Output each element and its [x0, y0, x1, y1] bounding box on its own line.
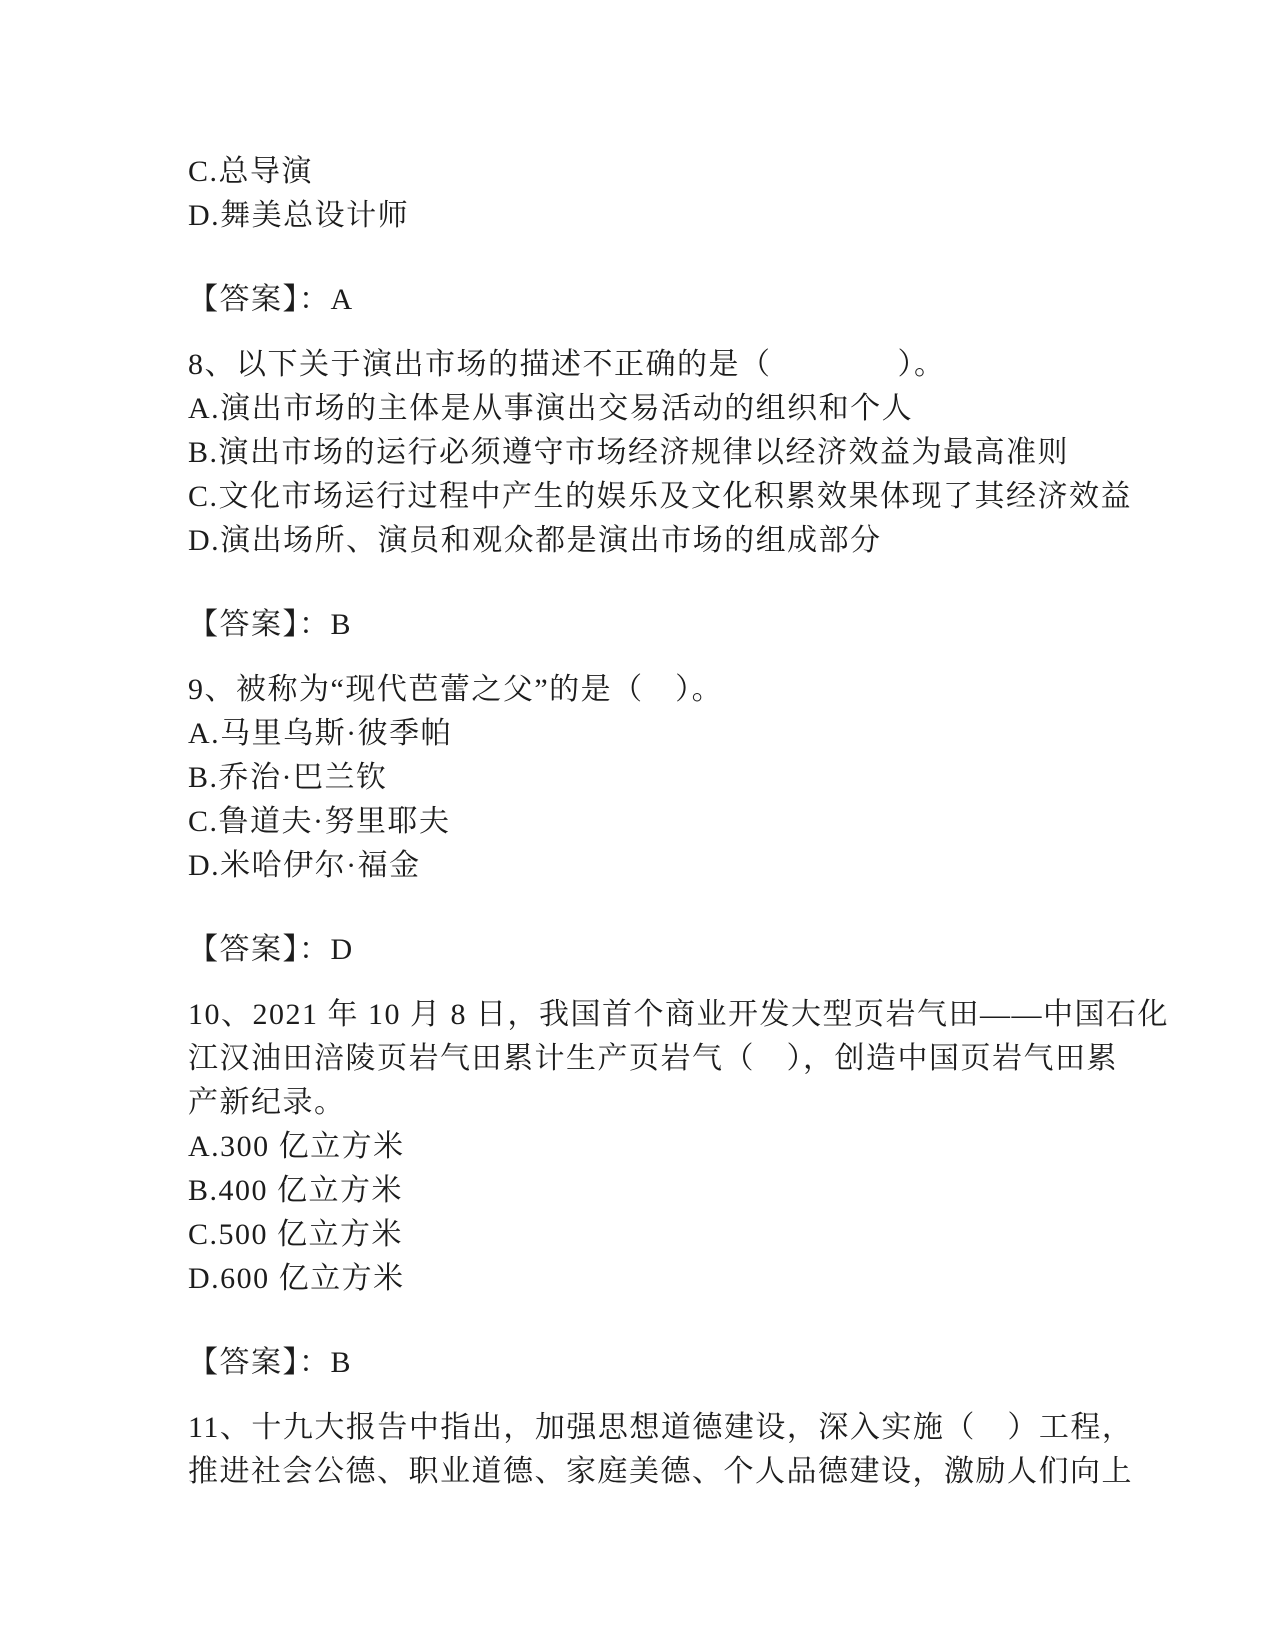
q10-option-a: A.300 亿立方米 [188, 1130, 405, 1163]
q11-stem-line2: 推进社会公德、职业道德、家庭美德、个人品德建设，激励人们向上 [188, 1455, 1133, 1488]
q8-option-b: B.演出市场的运行必须遵守市场经济规律以经济效益为最高准则 [188, 436, 1070, 469]
q8-option-d: D.演出场所、演员和观众都是演出市场的组成部分 [188, 524, 882, 557]
answer-prefix: 【答案】： [188, 283, 331, 316]
answer-value: A [330, 283, 354, 316]
q10-stem-line3: 产新纪录。 [188, 1086, 346, 1119]
q7-answer-line [188, 278, 1215, 322]
q9-option-a: A.马里乌斯·彼季帕 [188, 717, 453, 750]
q8-stem: 8、以下关于演出市场的描述不正确的是（ ）。 [188, 348, 946, 381]
answer-value: B [330, 608, 353, 641]
q8-option-a: A.演出市场的主体是从事演出交易活动的组织和个人 [188, 392, 914, 425]
q7-option-d: D.舞美总设计师 [188, 199, 410, 232]
q8-answer-line [188, 603, 1215, 647]
q10-option-b: B.400 亿立方米 [188, 1174, 404, 1207]
q8-option-c: C.文化市场运行过程中产生的娱乐及文化积累效果体现了其经济效益 [188, 480, 1133, 513]
q9-option-d: D.米哈伊尔·福金 [188, 849, 421, 882]
q9-option-c: C.鲁道夫·努里耶夫 [188, 805, 451, 838]
q10-option-c: C.500 亿立方米 [188, 1218, 404, 1251]
q10-answer-line [188, 1341, 1215, 1385]
answer-prefix: 【答案】： [188, 1346, 331, 1379]
answer-prefix: 【答案】： [188, 608, 331, 641]
q10-stem-line1: 10、2021 年 10 月 8 日，我国首个商业开发大型页岩气田——中国石化 [188, 998, 1169, 1031]
q7-option-c: C.总导演 [188, 155, 314, 188]
answer-value: D [330, 933, 354, 966]
answer-prefix: 【答案】： [188, 933, 331, 966]
q11-stem-line1: 11、十九大报告中指出，加强思想道德建设，深入实施（ ）工程， [188, 1411, 1134, 1444]
q9-option-b: B.乔治·巴兰钦 [188, 761, 388, 794]
answer-value: B [330, 1346, 353, 1379]
q9-answer-line [188, 928, 1215, 972]
q10-option-d: D.600 亿立方米 [188, 1262, 405, 1295]
q9-stem: 9、被称为“现代芭蕾之父”的是（ ）。 [188, 673, 724, 706]
q10-stem-line2: 江汉油田涪陵页岩气田累计生产页岩气（ ），创造中国页岩气田累 [188, 1042, 1118, 1075]
